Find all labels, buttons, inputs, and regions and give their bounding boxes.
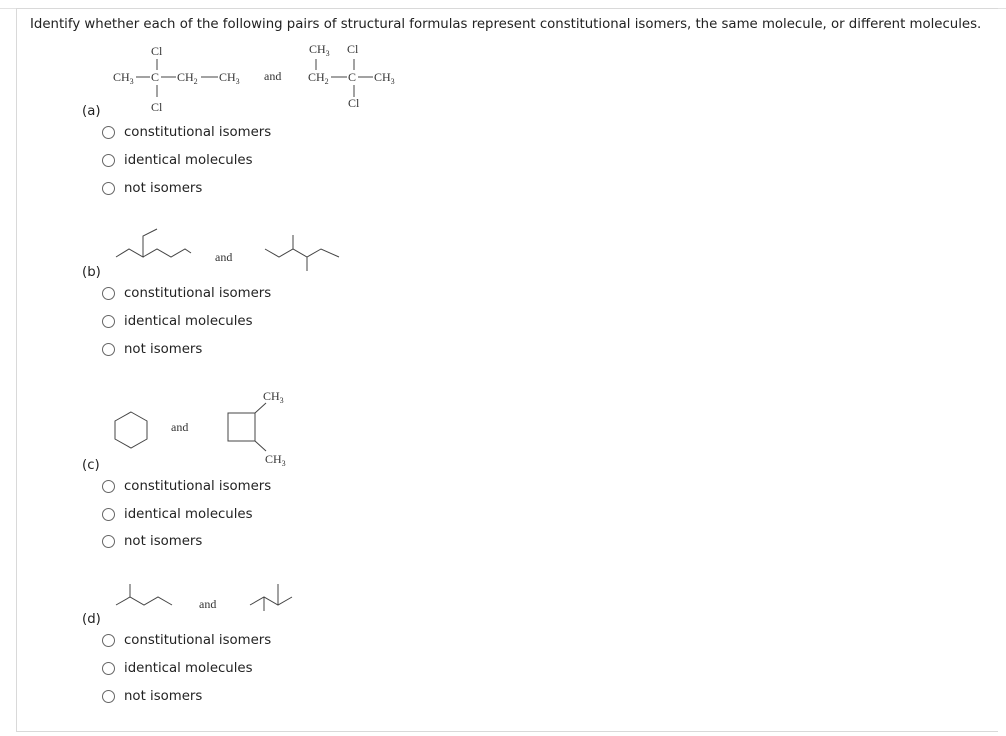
part-c-option-identical-molecules[interactable] [102, 505, 253, 523]
radio-button[interactable] [102, 182, 115, 195]
option-label: not isomers [124, 688, 203, 704]
option-label: constitutional isomers [124, 478, 272, 494]
part-b-option-not-isomers[interactable] [102, 340, 202, 358]
part-c-label: (c) [82, 458, 100, 473]
a1-central-c: C [151, 70, 160, 84]
radio-button[interactable] [102, 690, 115, 703]
option-label: constitutional isomers [124, 632, 272, 648]
part-c-option-not-isomers[interactable] [102, 532, 202, 550]
part-b-label: (b) [82, 265, 101, 280]
option-label: identical molecules [124, 660, 253, 676]
part-b-option-constitutional-isomers[interactable] [102, 284, 271, 302]
part-d-option-identical-molecules[interactable] [102, 659, 253, 677]
radio-button[interactable] [102, 126, 115, 139]
option-label: identical molecules [124, 313, 253, 329]
a2-central-c: C [348, 70, 357, 84]
c2-ch3-bottom: $CH_3$ [265, 452, 286, 468]
radio-button[interactable] [102, 508, 115, 521]
d2-skeleton-chain [250, 597, 292, 605]
radio-button[interactable] [102, 662, 115, 675]
radio-button[interactable] [102, 343, 115, 356]
c2-ch3-top: $CH_3$ [263, 389, 284, 405]
a2-ch3-top: $CH_3$ [309, 42, 330, 58]
option-label: not isomers [124, 341, 203, 357]
option-label: identical molecules [124, 152, 253, 168]
a1-cl-top: Cl [151, 44, 163, 58]
b-and-connector: and [215, 250, 233, 264]
part-c-option-constitutional-isomers[interactable] [102, 477, 271, 495]
a2-ch2-left: $CH_2$ [308, 70, 329, 86]
molecule-a1-structure [113, 44, 240, 114]
b2-skeleton-chain [265, 249, 339, 257]
a-and-connector: and [264, 69, 282, 83]
radio-button[interactable] [102, 634, 115, 647]
option-label: constitutional isomers [124, 285, 272, 301]
part-a-option-identical-molecules[interactable] [102, 151, 253, 169]
a2-cl-bottom: Cl [348, 96, 360, 110]
part-b-option-identical-molecules[interactable] [102, 312, 253, 330]
a2-cl-top: Cl [347, 42, 359, 56]
question-instructions: Identify whether each of the following pairs of structural formulas represent constitutional isomers, the same molecule, or different molecules. [30, 17, 982, 32]
option-label: constitutional isomers [124, 124, 272, 140]
d-and-connector: and [199, 597, 217, 611]
radio-button[interactable] [102, 535, 115, 548]
option-label: identical molecules [124, 506, 253, 522]
part-a-option-not-isomers[interactable] [102, 179, 202, 197]
radio-button[interactable] [102, 315, 115, 328]
b1-skeleton-chain [143, 249, 191, 257]
d1-skeleton-chain [116, 597, 172, 605]
a1-ch3-right: $CH_3$ [219, 70, 240, 86]
part-d-label: (d) [82, 612, 101, 627]
c2-cyclobutane-ring [228, 413, 255, 441]
c2-bond-bottom-methyl [255, 441, 266, 451]
a1-cl-bottom: Cl [151, 100, 163, 114]
part-a-label: (a) [82, 104, 101, 119]
part-d-option-constitutional-isomers[interactable] [102, 631, 271, 649]
radio-button[interactable] [102, 154, 115, 167]
a2-ch3-right: $CH_3$ [374, 70, 395, 86]
part-a-option-constitutional-isomers[interactable] [102, 123, 271, 141]
a1-ch2: $CH_2$ [177, 70, 198, 86]
molecule-a2-structure [308, 42, 395, 110]
radio-button[interactable] [102, 480, 115, 493]
c-and-connector: and [171, 420, 189, 434]
radio-button[interactable] [102, 287, 115, 300]
option-label: not isomers [124, 533, 203, 549]
option-label: not isomers [124, 180, 203, 196]
a1-ch3-left: $CH_3$ [113, 70, 134, 86]
part-d-option-not-isomers[interactable] [102, 687, 202, 705]
c2-bond-top-methyl [255, 403, 266, 413]
c1-cyclohexane-ring [115, 412, 147, 448]
